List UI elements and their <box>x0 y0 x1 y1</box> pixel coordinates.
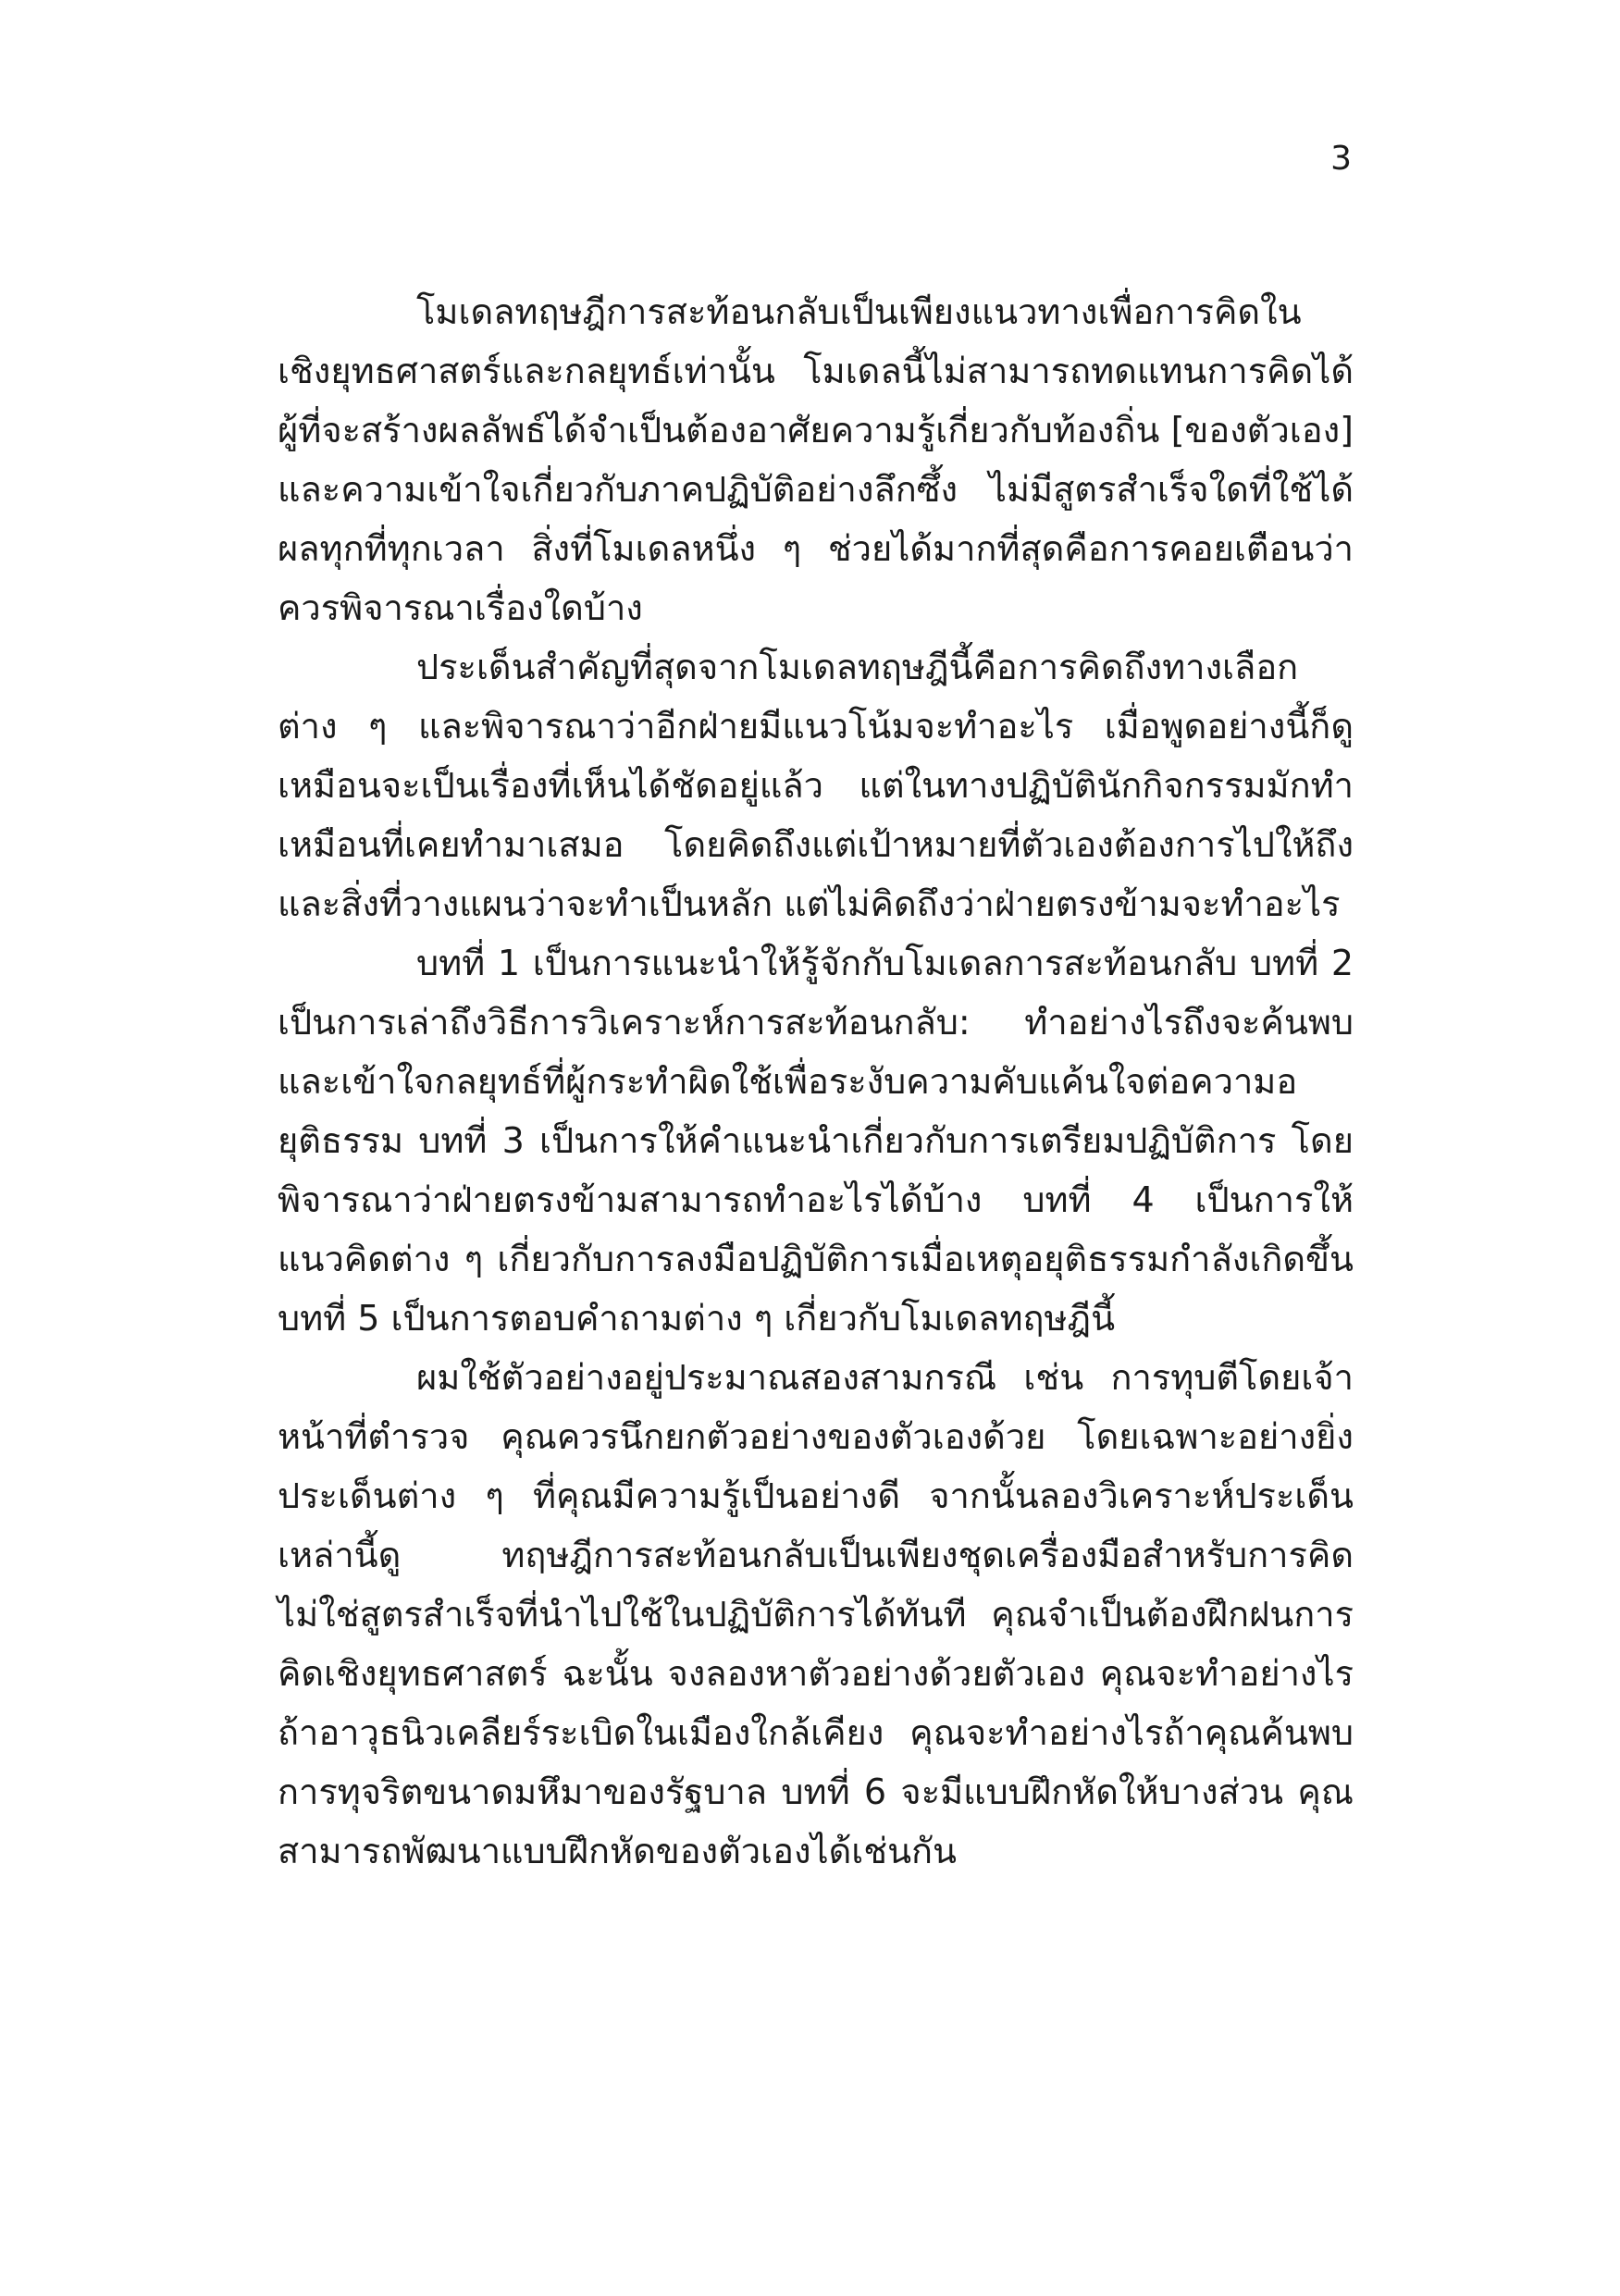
page-number: 3 <box>1330 140 1352 178</box>
paragraph-4: ผมใช้ตัวอย่างอยู่ประมาณสองสามกรณี เช่น การทุบตีโดยเจ้าหน้าที่ตำรวจ คุณควรนึกยกตัวอย่างของตัวเองด้วย โดยเฉพาะอย่างยิ่งประเด็นต่าง ๆ ที่คุณมีความรู้เป็นอย่างดี จากนั้นลองวิเคราะห์ประเด็นเหล่านี้ดู ทฤษฎีการสะท้อนกลับเป็นเพียงชุดเครื่องมือสำหรับการคิด ไม่ใช่สูตรสำเร็จที่นำไปใช้ในปฏิบัติการได้ทันที คุณจำเป็นต้องฝึกฝนการคิดเชิงยุทธศาสตร์ ฉะนั้น จงลองหาตัวอย่างด้วยตัวเอง คุณจะทำอย่างไรถ้าอาวุธนิวเคลียร์ระเบิดในเมืองใกล้เคียง คุณจะทำอย่างไรถ้าคุณค้นพบการทุจริตขนาดมหึมาของรัฐบาล บทที่ 6 จะมีแบบฝึกหัดให้บางส่วน คุณสามารถพัฒนาแบบฝึกหัดของตัวเองได้เช่นกัน <box>278 1357 1354 1871</box>
paragraph-3: บทที่ 1 เป็นการแนะนำให้รู้จักกับโมเดลการสะท้อนกลับ บทที่ 2 เป็นการเล่าถึงวิธีการวิเคราะห์การสะท้อนกลับ: ทำอย่างไรถึงจะค้นพบและเข้าใจกลยุทธ์ที่ผู้กระทำผิดใช้เพื่อระงับความคับแค้นใจต่อความอยุติธรรม บทที่ 3 เป็นการให้คำแนะนำเกี่ยวกับการเตรียมปฏิบัติการ โดยพิจารณาว่าฝ่ายตรงข้ามสามารถทำอะไรได้บ้าง บทที่ 4 เป็นการให้แนวคิดต่าง ๆ เกี่ยวกับการลงมือปฏิบัติการเมื่อเหตุอยุติธรรมกำลังเกิดขึ้น บทที่ 5 เป็นการตอบคำถามต่าง ๆ เกี่ยวกับโมเดลทฤษฎีนี้ <box>278 943 1354 1339</box>
body-text <box>278 282 1354 1881</box>
paragraph-1: โมเดลทฤษฎีการสะท้อนกลับเป็นเพียงแนวทางเพื่อการคิดในเชิงยุทธศาสตร์และกลยุทธ์เท่านั้น โมเดลนี้ไม่สามารถทดแทนการคิดได้ ผู้ที่จะสร้างผลลัพธ์ได้จำเป็นต้องอาศัยความรู้เกี่ยวกับท้องถิ่น [ของตัวเอง] และความเข้าใจเกี่ยวกับภาคปฏิบัติอย่างลึกซึ้ง ไม่มีสูตรสำเร็จใดที่ใช้ได้ผลทุกที่ทุกเวลา สิ่งที่โมเดลหนึ่ง ๆ ช่วยได้มากที่สุดคือการคอยเตือนว่าควรพิจารณาเรื่องใดบ้าง <box>278 291 1354 628</box>
paragraph-2: ประเด็นสำคัญที่สุดจากโมเดลทฤษฎีนี้คือการคิดถึงทางเลือกต่าง ๆ และพิจารณาว่าอีกฝ่ายมีแนวโน้มจะทำอะไร เมื่อพูดอย่างนี้ก็ดูเหมือนจะเป็นเรื่องที่เห็นได้ชัดอยู่แล้ว แต่ในทางปฏิบัตินักกิจกรรมมักทำเหมือนที่เคยทำมาเสมอ โดยคิดถึงแต่เป้าหมายที่ตัวเองต้องการไปให้ถึงและสิ่งที่วางแผนว่าจะทำเป็นหลัก แต่ไม่คิดถึงว่าฝ่ายตรงข้ามจะทำอะไร <box>278 647 1354 924</box>
